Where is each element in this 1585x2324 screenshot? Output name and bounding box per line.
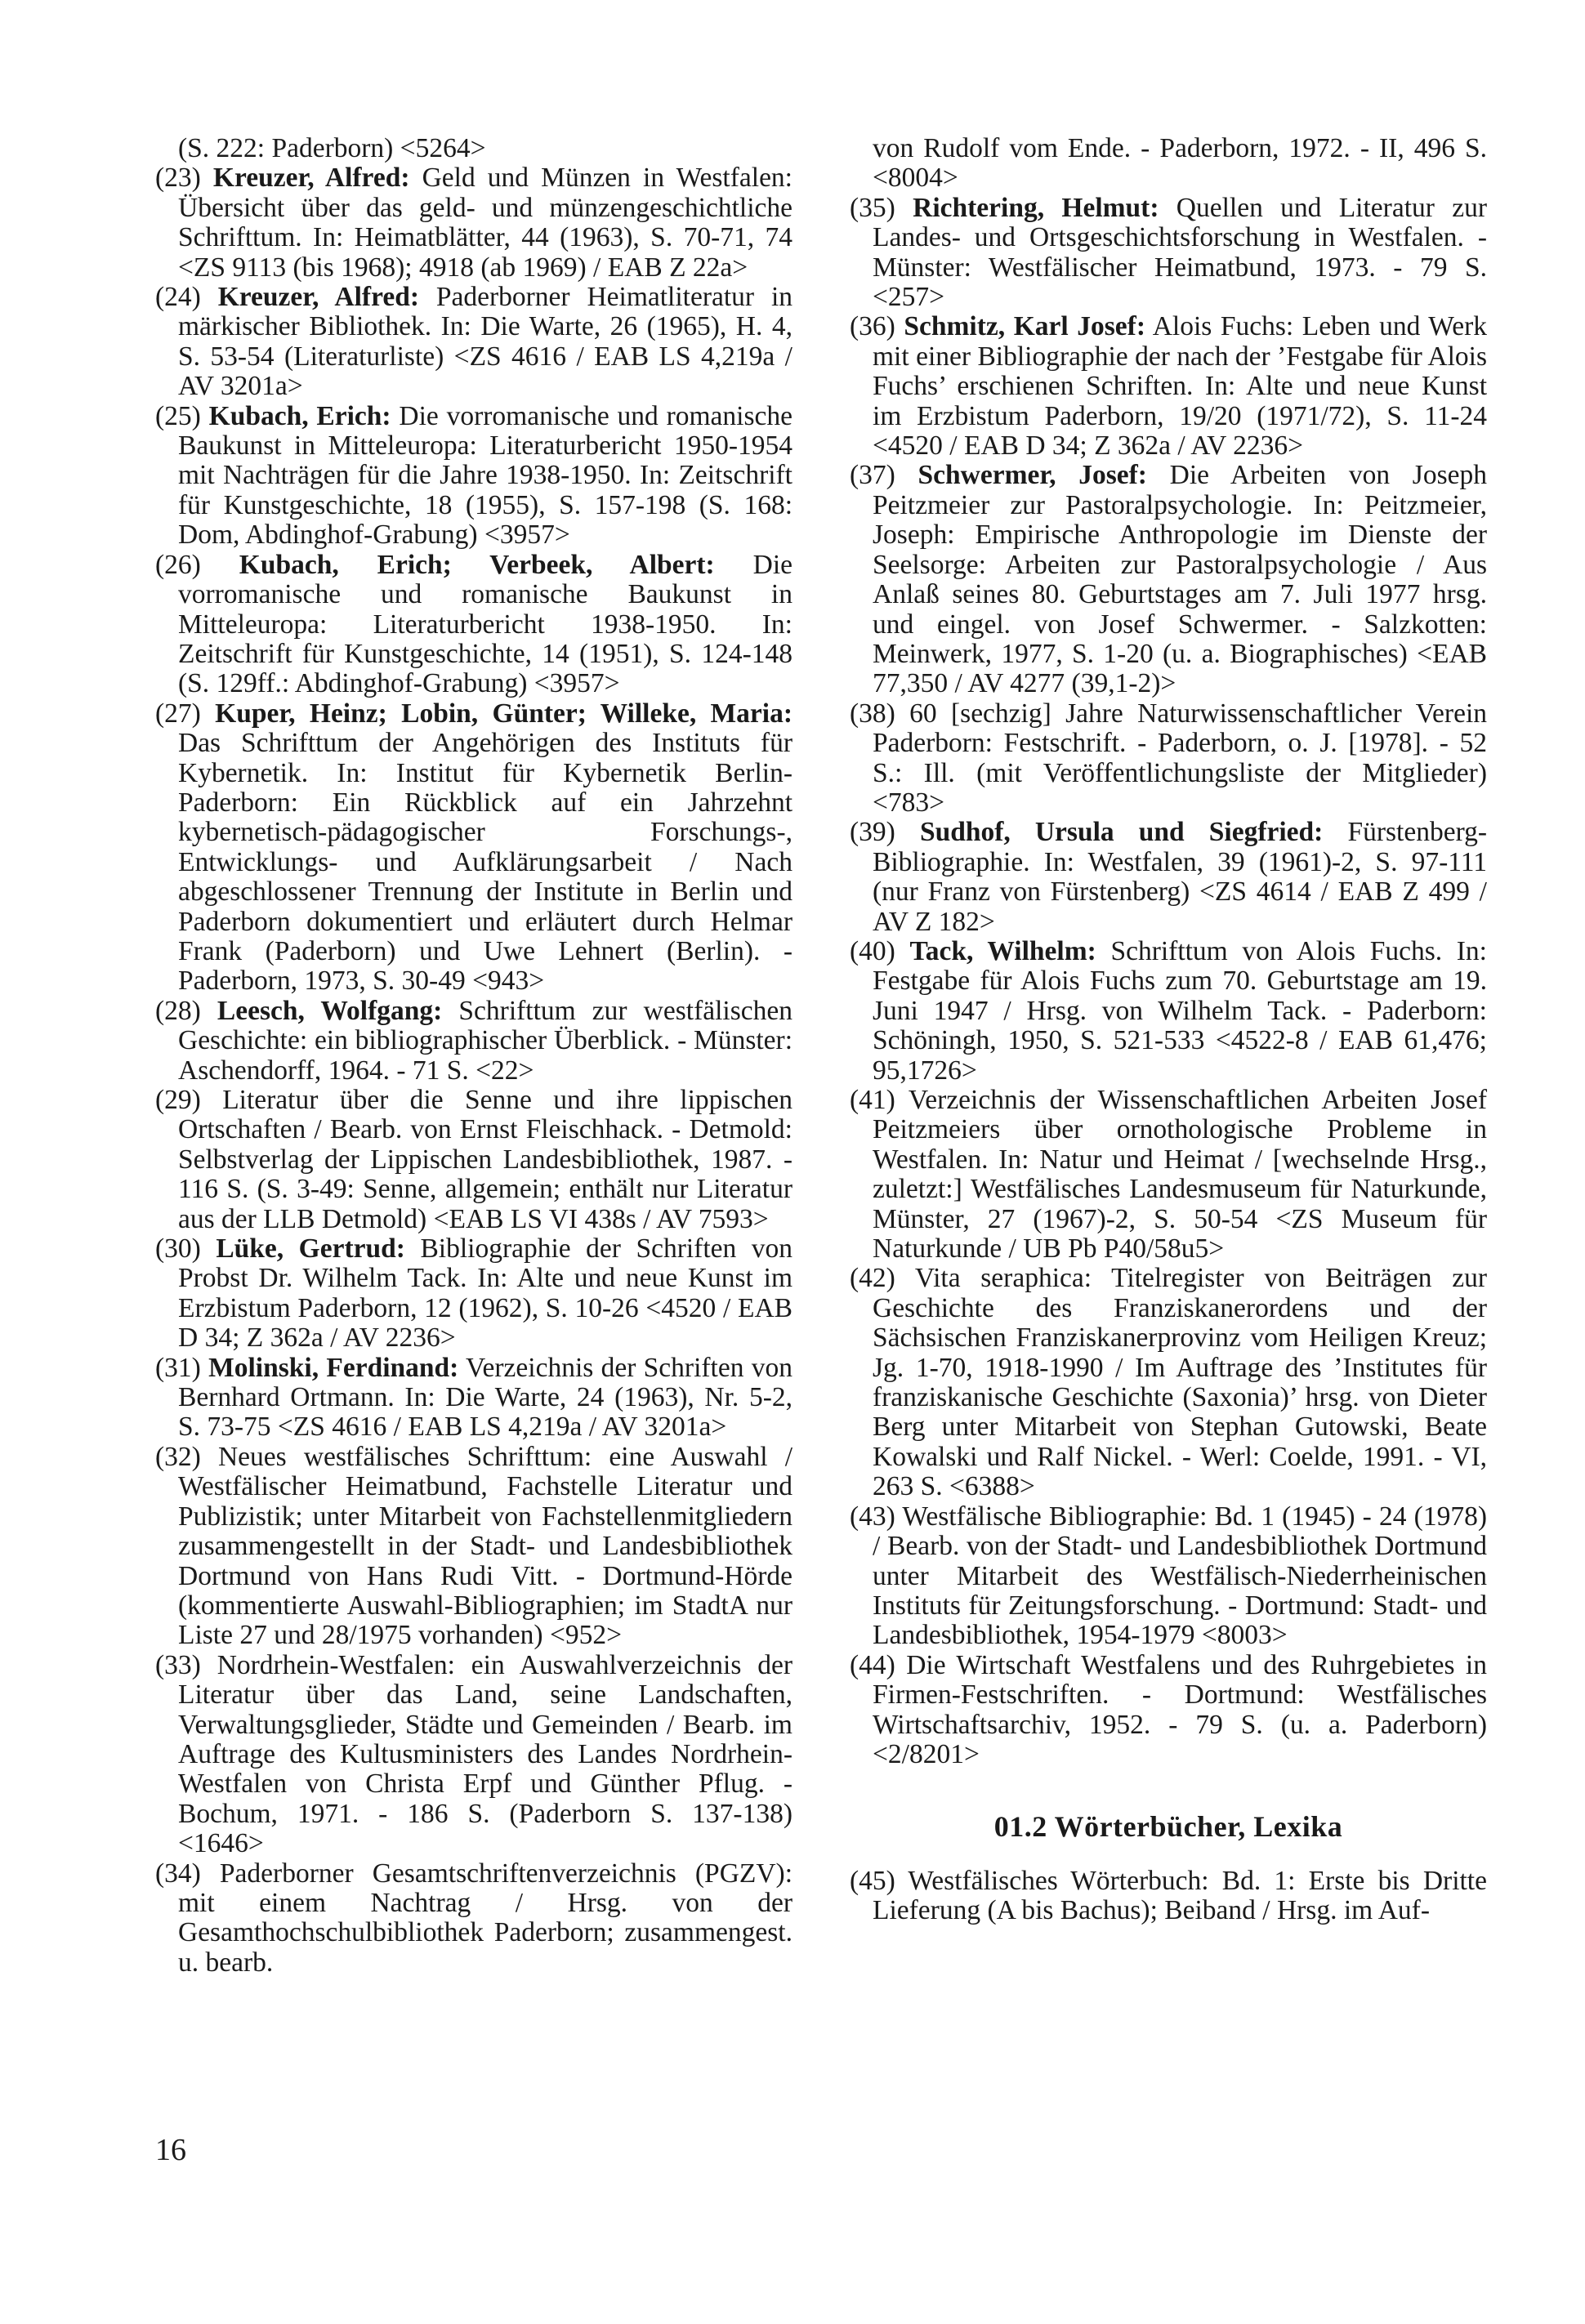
bib-entry: [155, 402, 792, 551]
entry-text: Fürstenberg-Bibliographie. In: Westfalen, 39 (1961)-2, S. 97-111 (nur Franz von Fürstenberg) <ZS 4614 / EAB Z 499 / AV Z 182>: [873, 817, 1488, 937]
bib-entry: [155, 1651, 792, 1859]
bib-entry: [850, 1086, 1487, 1264]
page-number: 16: [155, 2133, 186, 2167]
entry-number: (31): [155, 1352, 209, 1383]
bib-entry: [155, 699, 792, 997]
entry-number: (34): [155, 1858, 220, 1889]
entry-text: Schrifttum zur westfälischen Geschichte: ein bibliographischer Überblick. - Münster: Aschendorff, 1964. - 71 S. <22>: [178, 995, 792, 1086]
entry-author: Tack, Wilhelm:: [909, 935, 1096, 966]
entry-number: (40): [850, 935, 910, 966]
bib-entry: [850, 699, 1487, 819]
entry-number: (26): [155, 549, 239, 580]
entry-text: Paderborner Heimatliteratur in märkischer Bibliothek. In: Die Warte, 26 (1965), H. 4, S. 53-54 (Literaturliste) <ZS 4616 / EAB LS 4,219a / AV 3201a>: [178, 282, 792, 402]
entry-text: Die vorromanische und romanische Baukunst in Mitteleuropa: Literaturbericht 1938-1950. In: Zeitschrift für Kunstgeschichte, 14 (1951), S. 124-148 (S. 129ff.: Abdinghof-Grabung) <3957>: [178, 549, 793, 699]
entry-number: (29): [155, 1085, 223, 1115]
entry-text: Literatur über die Senne und ihre lippischen Ortschaften / Bearb. von Ernst Fleischhack. - Detmold: Selbstverlag der Lippischen Landesbibliothek, 1987. - 116 S. (S. 3-49: Senne, allgemein; enthält nur Literatur aus der LLB Detmold) <EAB LS VI 438s / AV 7593>: [178, 1085, 792, 1234]
bib-entry: [850, 818, 1487, 937]
bib-entry-continuation: [850, 134, 1487, 194]
entry-author: Kuper, Heinz; Lobin, Günter; Willeke, Maria:: [215, 698, 793, 729]
entry-number: (44): [850, 1649, 907, 1680]
entry-author: Kubach, Erich; Verbeek, Albert:: [239, 549, 715, 580]
entry-number: (33): [155, 1649, 217, 1680]
entry-text: Westfälisches Wörterbuch: Bd. 1: Erste bis Dritte Lieferung (A bis Bachus); Beiband / Hrsg. im Auf-: [873, 1865, 1487, 1926]
entry-number: (28): [155, 995, 217, 1026]
entry-author: Leesch, Wolfgang:: [217, 995, 443, 1026]
section-heading: 01.2 Wörterbücher, Lexika: [993, 1810, 1343, 1844]
entry-number: (41): [850, 1085, 909, 1115]
bib-entry: [850, 1502, 1487, 1651]
entry-number: (30): [155, 1233, 217, 1265]
entry-number: (27): [155, 698, 216, 729]
entry-author: Schmitz, Karl Josef:: [904, 311, 1145, 342]
entry-text: Bibliographie der Schriften von Probst Dr. Wilhelm Tack. In: Alte und neue Kunst im Erzbistum Paderborn, 12 (1962), S. 10-26 <4520 / EAB D 34; Z 362a / AV 2236>: [178, 1233, 793, 1354]
entry-author: Kreuzer, Alfred:: [212, 163, 410, 194]
entry-text: Neues westfälisches Schrifttum: eine Auswahl / Westfälischer Heimatbund, Fachstelle Literatur und Publizistik; unter Mitarbeit von Fachstellenmitgliedern zusammengestellt in der Stadt- und Landesbibliothek Dortmund von Hans Rudi Vitt. - Dortmund-Hörde (kommentierte Auswahl-Bibliographien; im StadtA nur Liste 27 und 28/1975 vorhanden) <952>: [178, 1441, 792, 1651]
entry-number: (45): [850, 1865, 909, 1896]
bib-entry: [155, 1086, 792, 1234]
bib-entry: [155, 997, 792, 1086]
entry-author: Kreuzer, Alfred:: [217, 282, 420, 313]
entry-number: (37): [850, 460, 918, 491]
entry-text: Verzeichnis der Schriften von Bernhard Ortmann. In: Die Warte, 24 (1963), Nr. 5-2, S. 73-75 <ZS 4616 / EAB LS 4,219a / AV 3201a>: [178, 1352, 793, 1443]
entry-text: Geld und Münzen in Westfalen: Übersicht über das geld- und münzengeschichtliche Schrifttum. In: Heimatblätter, 44 (1963), S. 70-71, 74 <ZS 9113 (bis 1968); 4918 (ab 1969) / EAB Z 22a>: [178, 163, 792, 283]
entry-number: (38): [850, 698, 910, 729]
entry-author: Sudhof, Ursula und Siegfried:: [919, 817, 1324, 848]
bib-entry: [850, 312, 1487, 461]
entry-number: (32): [155, 1441, 218, 1472]
entry-text: Das Schrifttum der Angehörigen des Instituts für Kybernetik. In: Institut für Kybernetik Berlin-Paderborn: Ein Rückblick auf ein Jahrzehnt kybernetisch-pädagogischer Forschungs-, Entwicklungs- und Aufklärungsarbeit / Nach abgeschlossener Trennung der Institute in Berlin und Paderborn dokumentiert und erläutert durch Helmar Frank (Paderborn) und Uwe Lehnert (Berlin). - Paderborn, 1973, S. 30-49 <943>: [178, 728, 792, 997]
bib-entry: [155, 1354, 792, 1443]
entry-text: (S. 222: Paderborn) <5264>: [178, 133, 486, 163]
bib-entry: [850, 937, 1487, 1086]
bib-entry: [850, 1264, 1487, 1501]
entry-text: Die Wirtschaft Westfalens und des Ruhrgebietes in Firmen-Festschriften. - Dortmund: Westfälisches Wirtschaftsarchiv, 1952. - 79 S. (u. a. Paderborn) <2/8201>: [873, 1649, 1487, 1769]
entry-author: Lüke, Gertrud:: [216, 1233, 405, 1265]
entry-text: Verzeichnis der Wissenschaftlichen Arbeiten Josef Peitzmeiers über ornothologische Probleme in Westfalen. In: Natur und Heimat / [wechselnde Hrsg., zuletzt:] Westfälisches Landesmuseum für Naturkunde, Münster, 27 (1967)-2, S. 50-54 <ZS Museum für Naturkunde / UB Pb P40/58u5>: [873, 1085, 1487, 1265]
right-column: [850, 134, 1487, 1926]
entry-text: Vita seraphica: Titelregister von Beiträgen zur Geschichte des Franziskanerordens und der Sächsischen Franziskanerprovinz vom Heiligen Kreuz; Jg. 1-70, 1918-1990 / Im Auftrage des ’Institutes für franziskanische Geschichte (Saxonia)’ hrsg. von Dieter Berg unter Mitarbeit von Stephan Gutowski, Beate Kowalski und Ralf Nickel. - Werl: Coelde, 1991. - VI, 263 S. <6388>: [873, 1263, 1487, 1502]
bib-entry: [850, 1867, 1487, 1926]
entry-number: (24): [155, 282, 218, 313]
bib-entry: [850, 1651, 1487, 1770]
entry-number: (39): [850, 817, 920, 848]
entry-number: (25): [155, 400, 209, 431]
entry-text: Die Arbeiten von Joseph Peitzmeier zur Pastoralpsychologie. In: Peitzmeier, Joseph: Empirische Anthropologie im Dienste der Seelsorge: Arbeiten zur Pastoralpsychologie / Aus Anlaß seines 80. Geburtstages am 7. Juli 1977 hrsg. und eingel. von Josef Schwermer. - Salzkotten: Meinwerk, 1977, S. 1-20 (u. a. Biographisches) <EAB 77,350 / AV 4277 (39,1-2)>: [873, 460, 1487, 699]
entry-text: Die vorromanische und romanische Baukunst in Mitteleuropa: Literaturbericht 1950-1954 mit Nachträgen für die Jahre 1938-1950. In: Zeitschrift für Kunstgeschichte, 18 (1955), S. 157-198 (S. 168: Dom, Abdinghof-Grabung) <3957>: [178, 400, 792, 551]
entry-number: (36): [850, 311, 904, 342]
left-column: [155, 134, 792, 1978]
entry-author: Molinski, Ferdinand:: [208, 1352, 459, 1383]
entry-number: (43): [850, 1501, 903, 1532]
entry-author: Richtering, Helmut:: [913, 192, 1159, 223]
entry-text: Alois Fuchs: Leben und Werk mit einer Bibliographie der nach der ’Festgabe für Alois Fuchs’ erschienen Schriften. In: Alte und neue Kunst im Erzbistum Paderborn, 19/20 (1971/72), S. 11-24 <4520 / EAB D 34; Z 362a / AV 2236>: [873, 311, 1487, 462]
entry-text: Quellen und Literatur zur Landes- und Ortsgeschichtsforschung in Westfalen. - Münster: Westfälischer Heimatbund, 1973. - 79 S. <257>: [873, 192, 1487, 313]
bib-entry: [155, 551, 792, 699]
entry-text: Schrifttum von Alois Fuchs. In: Festgabe für Alois Fuchs zum 70. Geburtstage am 19. Juni 1947 / Hrsg. von Wilhelm Tack. - Paderborn: Schöningh, 1950, S. 521-533 <4522-8 / EAB 61,476; 95,1726>: [873, 935, 1487, 1086]
entry-text: Westfälische Bibliographie: Bd. 1 (1945) - 24 (1978) / Bearb. von der Stadt- und Landesbibliothek Dortmund unter Mitarbeit des Westfälisch-Niederrheinischen Instituts für Zeitungsforschung. - Dortmund: Stadt- und Landesbibliothek, 1954-1979 <8003>: [873, 1501, 1487, 1651]
bib-entry: [850, 461, 1487, 698]
entry-number: (23): [155, 163, 213, 194]
bib-entry: [850, 194, 1487, 313]
entry-text: Paderborner Gesamtschriftenverzeichnis (PGZV): mit einem Nachtrag / Hrsg. von der Gesamthochschulbibliothek Paderborn; zusammengest. u. bearb.: [178, 1858, 792, 1978]
entry-number: (35): [850, 192, 913, 223]
bib-entry: [155, 1443, 792, 1651]
bib-entry: [155, 163, 792, 283]
entry-text: 60 [sechzig] Jahre Naturwissenschaftlicher Verein Paderborn: Festschrift. - Paderborn, o. J. [1978]. - 52 S.: Ill. (mit Veröffentlichungsliste der Mitglieder) <783>: [873, 698, 1488, 818]
entry-number: (42): [850, 1263, 915, 1294]
entry-author: Schwermer, Josef:: [918, 460, 1147, 491]
bib-entry: [155, 1859, 792, 1978]
bib-entry-continuation: [155, 134, 792, 163]
entry-author: Kubach, Erich:: [208, 400, 391, 431]
entry-text: Nordrhein-Westfalen: ein Auswahlverzeichnis der Literatur über das Land, seine Landschaften, Verwaltungsglieder, Städte und Gemeinden / Bearb. im Auftrage des Kultusministers des Landes Nordrhein-Westfalen von Christa Erpf und Günther Pflug. - Bochum, 1971. - 186 S. (Paderborn S. 137-138) <1646>: [178, 1649, 793, 1859]
bib-entry: [155, 1234, 792, 1354]
bib-entry: [155, 283, 792, 402]
entry-text: von Rudolf vom Ende. - Paderborn, 1972. - II, 496 S. <8004>: [873, 133, 1487, 194]
